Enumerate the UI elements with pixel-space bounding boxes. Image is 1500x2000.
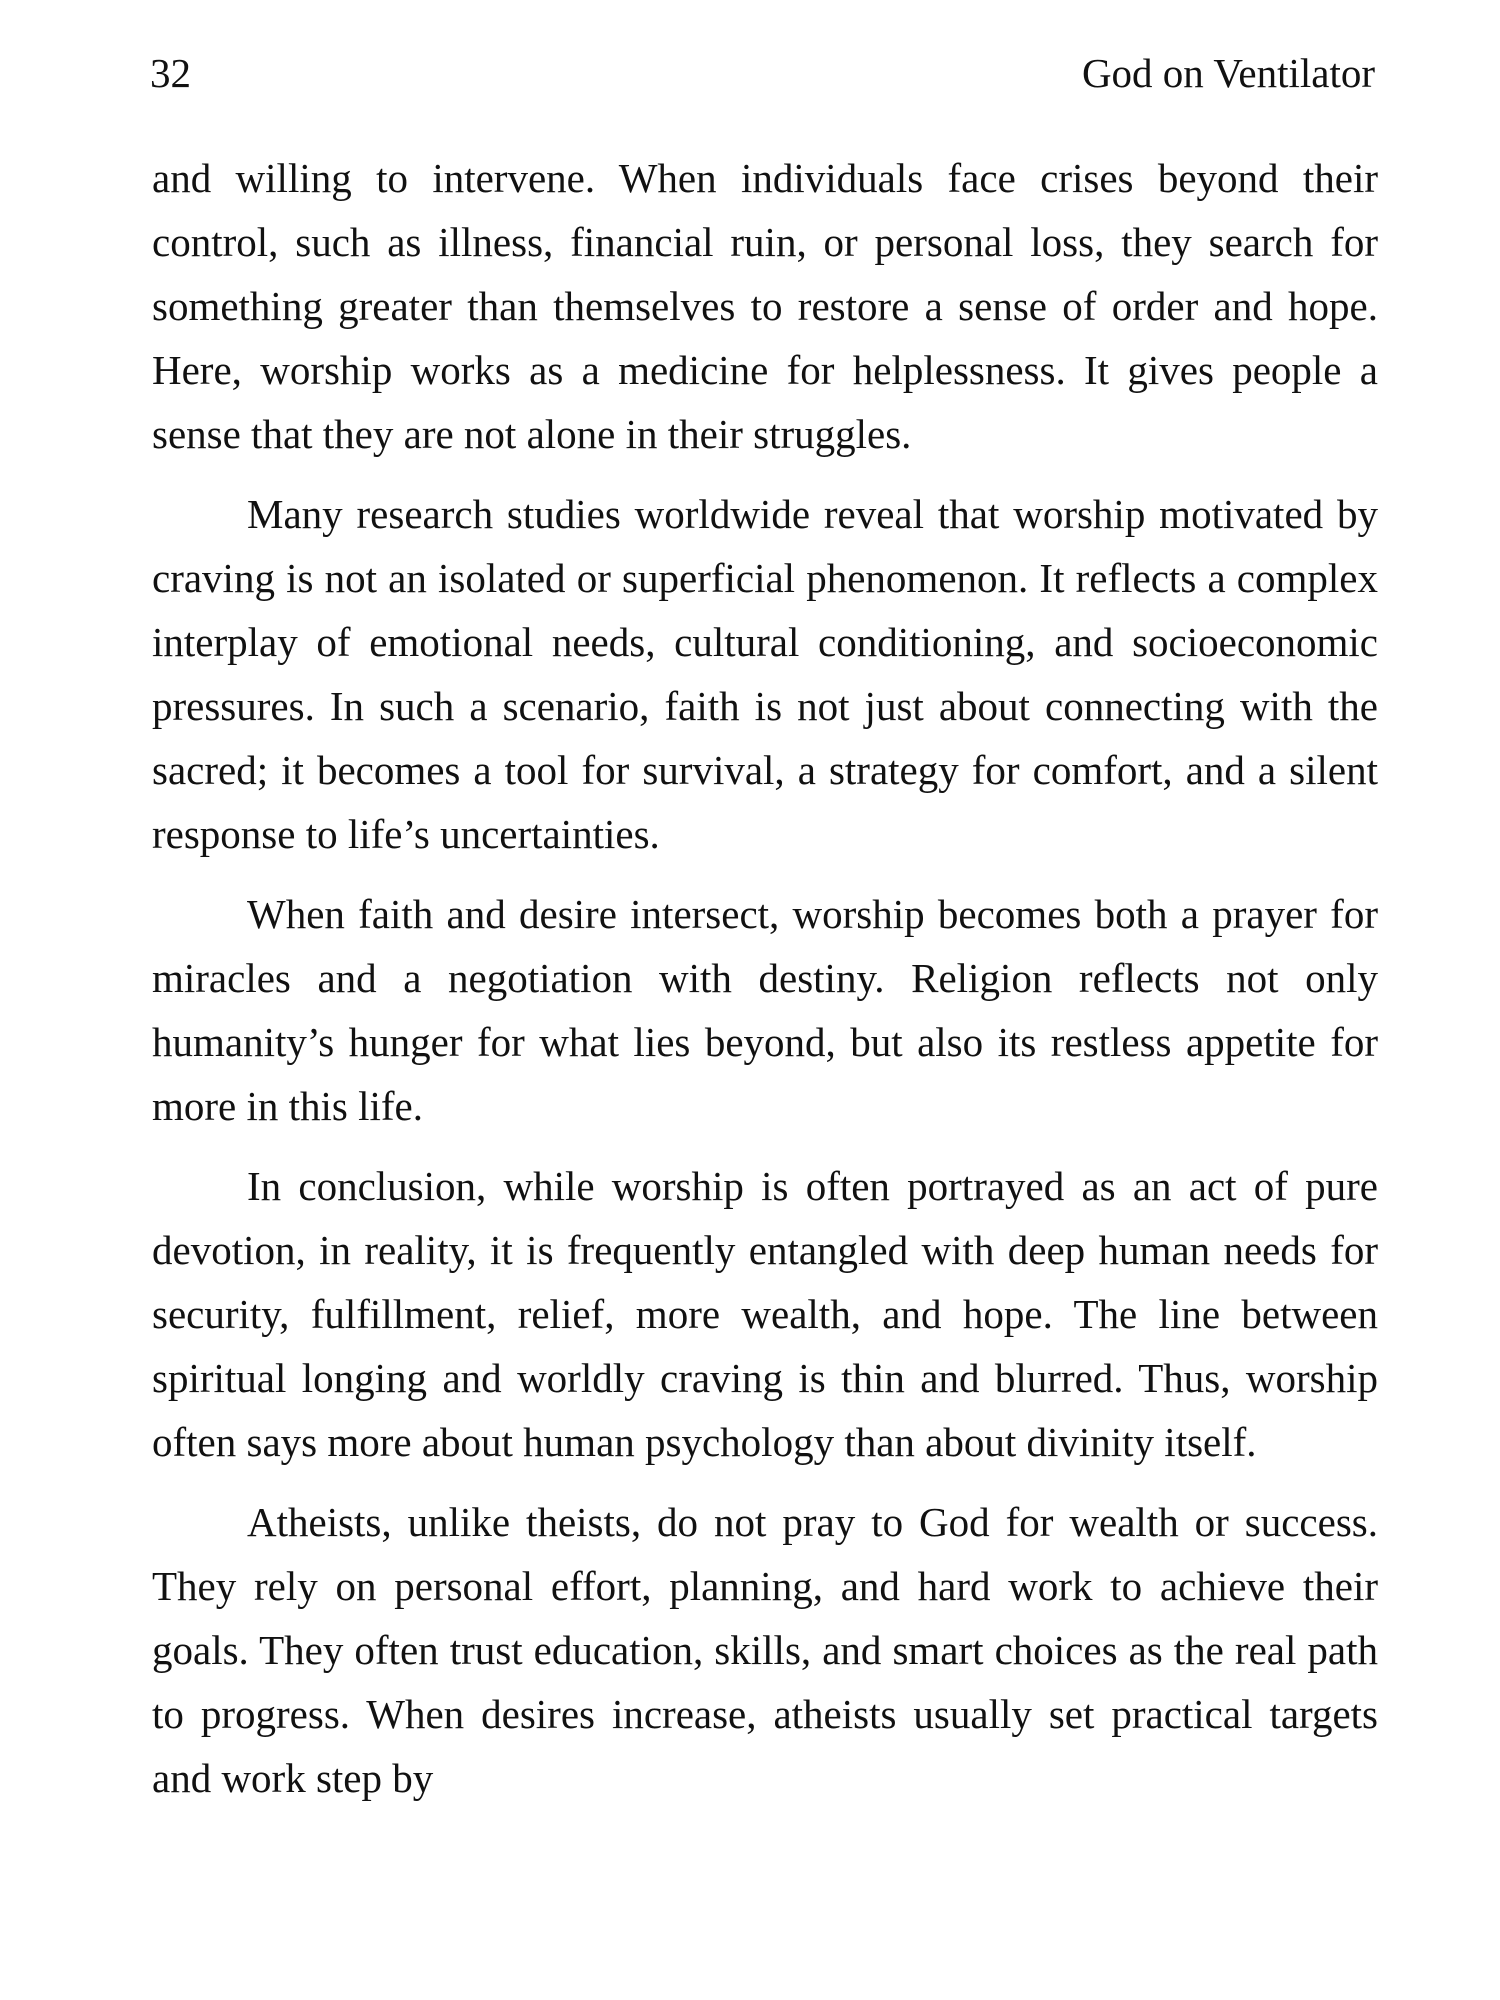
book-title: God on Ventilator [1081, 50, 1375, 96]
running-header [150, 48, 1375, 98]
paragraph-conclusion: In conclusion, while worship is often portrayed as an act of pure devotion, in reality, it is frequently entangled with deep human needs for security, fulfillment, relief, more wealth, and hope. The line between spiritual longing and worldly craving is thin and blurred. Thus, worship often says more about human psychology than about divinity itself. [152, 1163, 1378, 1465]
paragraph-research-studies: Many research studies worldwide reveal that worship motivated by craving is not an isolated or superficial phenomenon. It reflects a complex interplay of emotional needs, cultural conditioning, and socioeconomic pressures. In such a scenario, faith is not just about connecting with the sacred; it becomes a tool for survival, a strategy for comfort, and a silent response to life’s uncertainties. [152, 491, 1378, 857]
paragraph-continuation: and willing to intervene. When individuals face crises beyond their control, such as illness, financial ruin, or personal loss, they search for something greater than themselves to restore a sense of order and hope. Here, worship works as a medicine for helplessness. It gives people a sense that they are not alone in their struggles. [152, 155, 1378, 457]
paragraph-faith-and-desire: When faith and desire intersect, worship becomes both a prayer for miracles and a negotiation with destiny. Religion reflects not only humanity’s hunger for what lies beyond, but also its restless appetite for more in this life. [152, 891, 1378, 1129]
paragraph-atheists: Atheists, unlike theists, do not pray to God for wealth or success. They rely on personal effort, planning, and hard work to achieve their goals. They often trust education, skills, and smart choices as the real path to progress. When desires increase, atheists usually set practical targets and work step by [152, 1499, 1378, 1801]
body-text [152, 146, 1378, 1810]
page-number: 32 [150, 50, 191, 96]
